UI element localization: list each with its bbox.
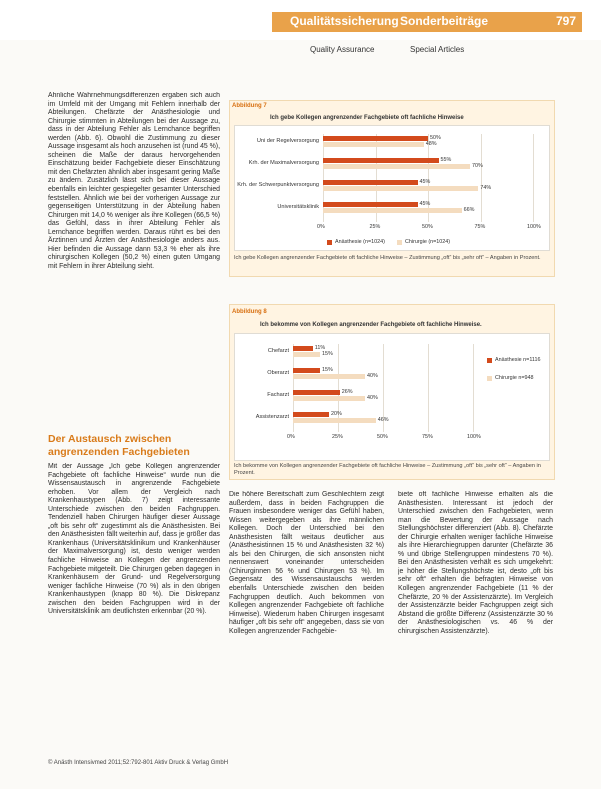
category-label: Chefarzt — [267, 348, 289, 354]
legend-swatch — [327, 240, 332, 245]
page-header — [0, 0, 601, 40]
figure-7-caption: Ich gebe Kollegen angrenzender Fachgebiete oft fachliche Hinweise – Zustimmung „oft“ bis „sehr oft“ – Angaben in Prozent. — [234, 255, 541, 261]
left-column-text-bottom: Mit der Aussage „Ich gebe Kollegen angrenzender Fachgebiete oft fachliche Hinweise“ wurde nun die Wissensaustausch in angrenzende Fachgebiete erhoben. Vor allem der Vergleich nach Krankenhaustypen (Abb. 7) zeigt interessante Unterschiede zwischen den beiden Fachgruppen. Tendenziell haben Chirurgen häufiger dieser Aussage „oft bis sehr oft“ zugestimmt als die Anästhesisten. Bei den Anästhesisten fällt weiterhin auf, dass je größer das Krankenhaus (Universitätsklinikum und Krankenhäuser der Maximalversorgung) ist, desto weniger werden fachliche Hinweise an Kollegen der angrenzenden Fachgebiete mitgeteilt. Die Chirurgen geben dagegen in Krankenhäusern der Grund- und Regelversorgung weniger fachliche Hinweise (70 %) als in den übrigen Krankenhaustypen (knapp 80 %). Die Diskrepanz zwischen den beiden Fachgruppen wird in der Universitätsklinik am deutlichsten erkennbar (20 %). — [48, 463, 220, 616]
data-label: 15% — [322, 367, 333, 373]
figure-7-chart — [234, 125, 550, 251]
legend-label: Anästhesie (n=1024) — [335, 239, 385, 245]
section-heading: Der Austausch zwischen angrenzenden Fachgebieten — [48, 433, 190, 458]
data-label: 45% — [419, 201, 431, 207]
x-tick-label: 100% — [527, 224, 541, 230]
subheader-quality-assurance: Quality Assurance — [310, 45, 375, 54]
category-label: Facharzt — [267, 392, 289, 398]
x-tick-label: 75% — [422, 434, 433, 440]
figure-8 — [229, 304, 555, 480]
legend-label: Anästhesie n=1116 — [495, 357, 541, 363]
bar-series2 — [293, 352, 320, 357]
legend-label: Chirurgie n=948 — [495, 375, 534, 381]
bar-series1 — [323, 180, 418, 185]
category-label: Assistenzarzt — [255, 414, 289, 420]
data-label: 74% — [480, 185, 492, 191]
figure-7-title: Ich gebe Kollegen angrenzender Fachgebiete oft fachliche Hinweise — [270, 115, 464, 121]
legend-swatch — [487, 376, 492, 381]
gridline — [473, 344, 474, 432]
data-label: 20% — [331, 411, 342, 417]
figure-7 — [229, 100, 555, 277]
gridline — [481, 134, 482, 222]
category-label: Krh. der Maximalversorgung — [248, 160, 319, 166]
bar-series2 — [293, 396, 365, 401]
data-label: 26% — [341, 389, 353, 395]
page-number: 797 — [556, 14, 577, 28]
category-label: Uni der Regelversorgung — [256, 138, 319, 144]
figure-7-label: Abbildung 7 — [232, 103, 267, 109]
legend-swatch — [487, 358, 492, 363]
data-label: 66% — [463, 207, 475, 213]
legend-swatch — [397, 240, 402, 245]
bar-series2 — [323, 164, 470, 169]
x-tick-label: 50% — [377, 434, 388, 440]
figure-8-title: Ich bekomme von Kollegen angrenzender Fachgebiete oft fachliche Hinweise. — [260, 322, 482, 328]
subheader-special-articles: Special Articles — [410, 45, 465, 54]
category-label: Krh. der Schwerpunktversorgung — [237, 182, 319, 188]
legend-label: Chirurgie (n=1024) — [405, 239, 451, 245]
data-label: 15% — [322, 351, 333, 357]
category-label: Universitätsklinik — [277, 204, 319, 210]
data-label: 46% — [377, 417, 389, 423]
data-label: 11% — [314, 345, 326, 351]
bar-series1 — [323, 136, 428, 141]
data-label: 40% — [367, 373, 378, 379]
gridline — [533, 134, 534, 222]
figure-8-caption: Ich bekomme von Kollegen angrenzender Fachgebiete oft fachliche Hinweise – Zustimmung „oft“ bis „sehr oft“ – Angaben in Prozent. — [234, 463, 541, 476]
category-label: Oberarzt — [267, 370, 289, 376]
right-column-text: biete oft fachliche Hinweise erhalten als die Anästhesisten. Interessant ist jedoch der Unterschied zwischen den Fachgebieten, wenn man die Bewertung der Aussage nach Stellungshöchster differenziert (Abb. 8). Chefärzte der Chirurgie erhalten weniger fachliche Hinweise als ihre Hierarchiegruppen darunter (Chefärzte 36 % und übrige Stellengruppen mindestens 70 %). Bei den Anästhesisten verhält es sich umgekehrt: je höher die Stellungshöchste ist, desto „oft bis sehr oft“ erhalten die befragten Hinweise von Kollegen angrenzender Fachgebiete (11 % der Chefärzte, 20 % der Assistenzärzte). Im Vergleich der Assistenzärzte beider Fachgruppen zeigt sich Abstand die größte Differenz (Assistenzärzte 30 % der Anästhesiologischen vs. 46 % der chirurgischen Assistenzärzte). — [398, 491, 553, 635]
x-tick-label: 25% — [332, 434, 343, 440]
data-label: 70% — [472, 163, 483, 169]
x-tick-label: 0% — [287, 434, 295, 440]
bar-series1 — [323, 202, 418, 207]
footer: © Anästh Intensivmed 2011;52:792-801 Aktiv Druck & Verlag GmbH — [48, 760, 229, 766]
data-label: 40% — [367, 395, 378, 401]
bar-series1 — [293, 390, 340, 395]
bar-series1 — [293, 346, 313, 351]
header-section: Qualitätssicherung — [290, 14, 399, 28]
header-subsection: Sonderbeiträge — [400, 14, 489, 28]
bar-series2 — [293, 374, 365, 379]
x-tick-label: 100% — [467, 434, 481, 440]
bar-series2 — [323, 142, 424, 147]
bar-series1 — [323, 158, 439, 163]
bar-series2 — [323, 208, 462, 213]
left-column-text: Ähnliche Wahrnehmungsdifferenzen ergaben sich auch im Umfeld mit der Umgang mit Fehlern innerhalb der Abteilungen. Chefärzte der Anästhesiologie und Chirurgie stimmten in Abteilungen bei der Aussage zu, dass in der Abteilung Fehler als Lernchance begriffen werden (Abb. 6). Obwohl die Zustimmung zu dieser Aussage insgesamt als hoch anzusehen ist (rund 45 %), scheinen die Maße der daraus hervorgehenden Einschätzung beider Fachgebiete dieser Einschätzung mit den Chefärzten ähnlich aber insgesamt gering Maße zu ändern. Zusätzlich lässt sich bei dieser Aussage ebenfalls ein leichter gespiegelter gesamter Unterschied feststellen. Ähnlich wie bei der vorherigen Aussage zur gegenseitigen Unterstützung in der Abteilung haben Chirurgen mit 14,0 % weniger als ihre Kollegen (66,5 %) das Gefühl, dass in ihrer Abteilung Fehler als Lernchance begriffen werden. Daraus rührt es bei den Ärztinnen und Ärzten der Anästhesiologie anders aus. Hier befinden die Aussage dann 53,3 % eher als ihre chirurgischen Kollegen (50,2 %) einen guten Umgang mit Fehlern in ihrer Abteilung sieht. — [48, 92, 220, 270]
x-tick-label: 75% — [474, 224, 486, 230]
bar-series1 — [293, 368, 320, 373]
figure-8-label: Abbildung 8 — [232, 309, 267, 315]
data-label: 55% — [440, 157, 452, 163]
x-tick-label: 50% — [422, 224, 433, 230]
data-label: 45% — [419, 179, 431, 185]
middle-column-text: Die höhere Bereitschaft zum Geschlechtern zeigt außerdem, dass in beiden Fachgruppen die Frauen insbesondere weniger das Gefühl haben, Wissen weitergegeben als ihre männlichen Kollegen. Doch der Unterschied bei den Anästhesisten fällt weitaus deutlicher aus (Anästhesistinnen 15 % und Anästhesisten 32 %) als bei den Chirurgen, die sich ansonsten nicht nennenswert voneinander unterscheiden (Chirurginnen 56 % und Chirurgen 53 %). Im Gegensatz des Wissensaustauschs werden ebenfalls Unterschiede zwischen den beiden Fachgruppen deutlich. Auch bekommen von Kollegen angrenzender Fachgebiete oft fachliche Hinweise). Wiederum haben Chirurgen insgesamt häufiger „oft bis sehr oft“ angegeben, dass sie von Kollegen angrenzender Fachgebie- — [229, 491, 384, 635]
bar-series2 — [293, 418, 376, 423]
gridline — [428, 344, 429, 432]
x-tick-label: 0% — [317, 224, 325, 230]
bar-series2 — [323, 186, 478, 191]
figure-8-chart — [234, 333, 550, 461]
x-tick-label: 25% — [369, 224, 381, 230]
header-band — [272, 12, 582, 32]
data-label: 50% — [430, 135, 441, 141]
data-label: 48% — [425, 141, 437, 147]
bar-series1 — [293, 412, 329, 417]
